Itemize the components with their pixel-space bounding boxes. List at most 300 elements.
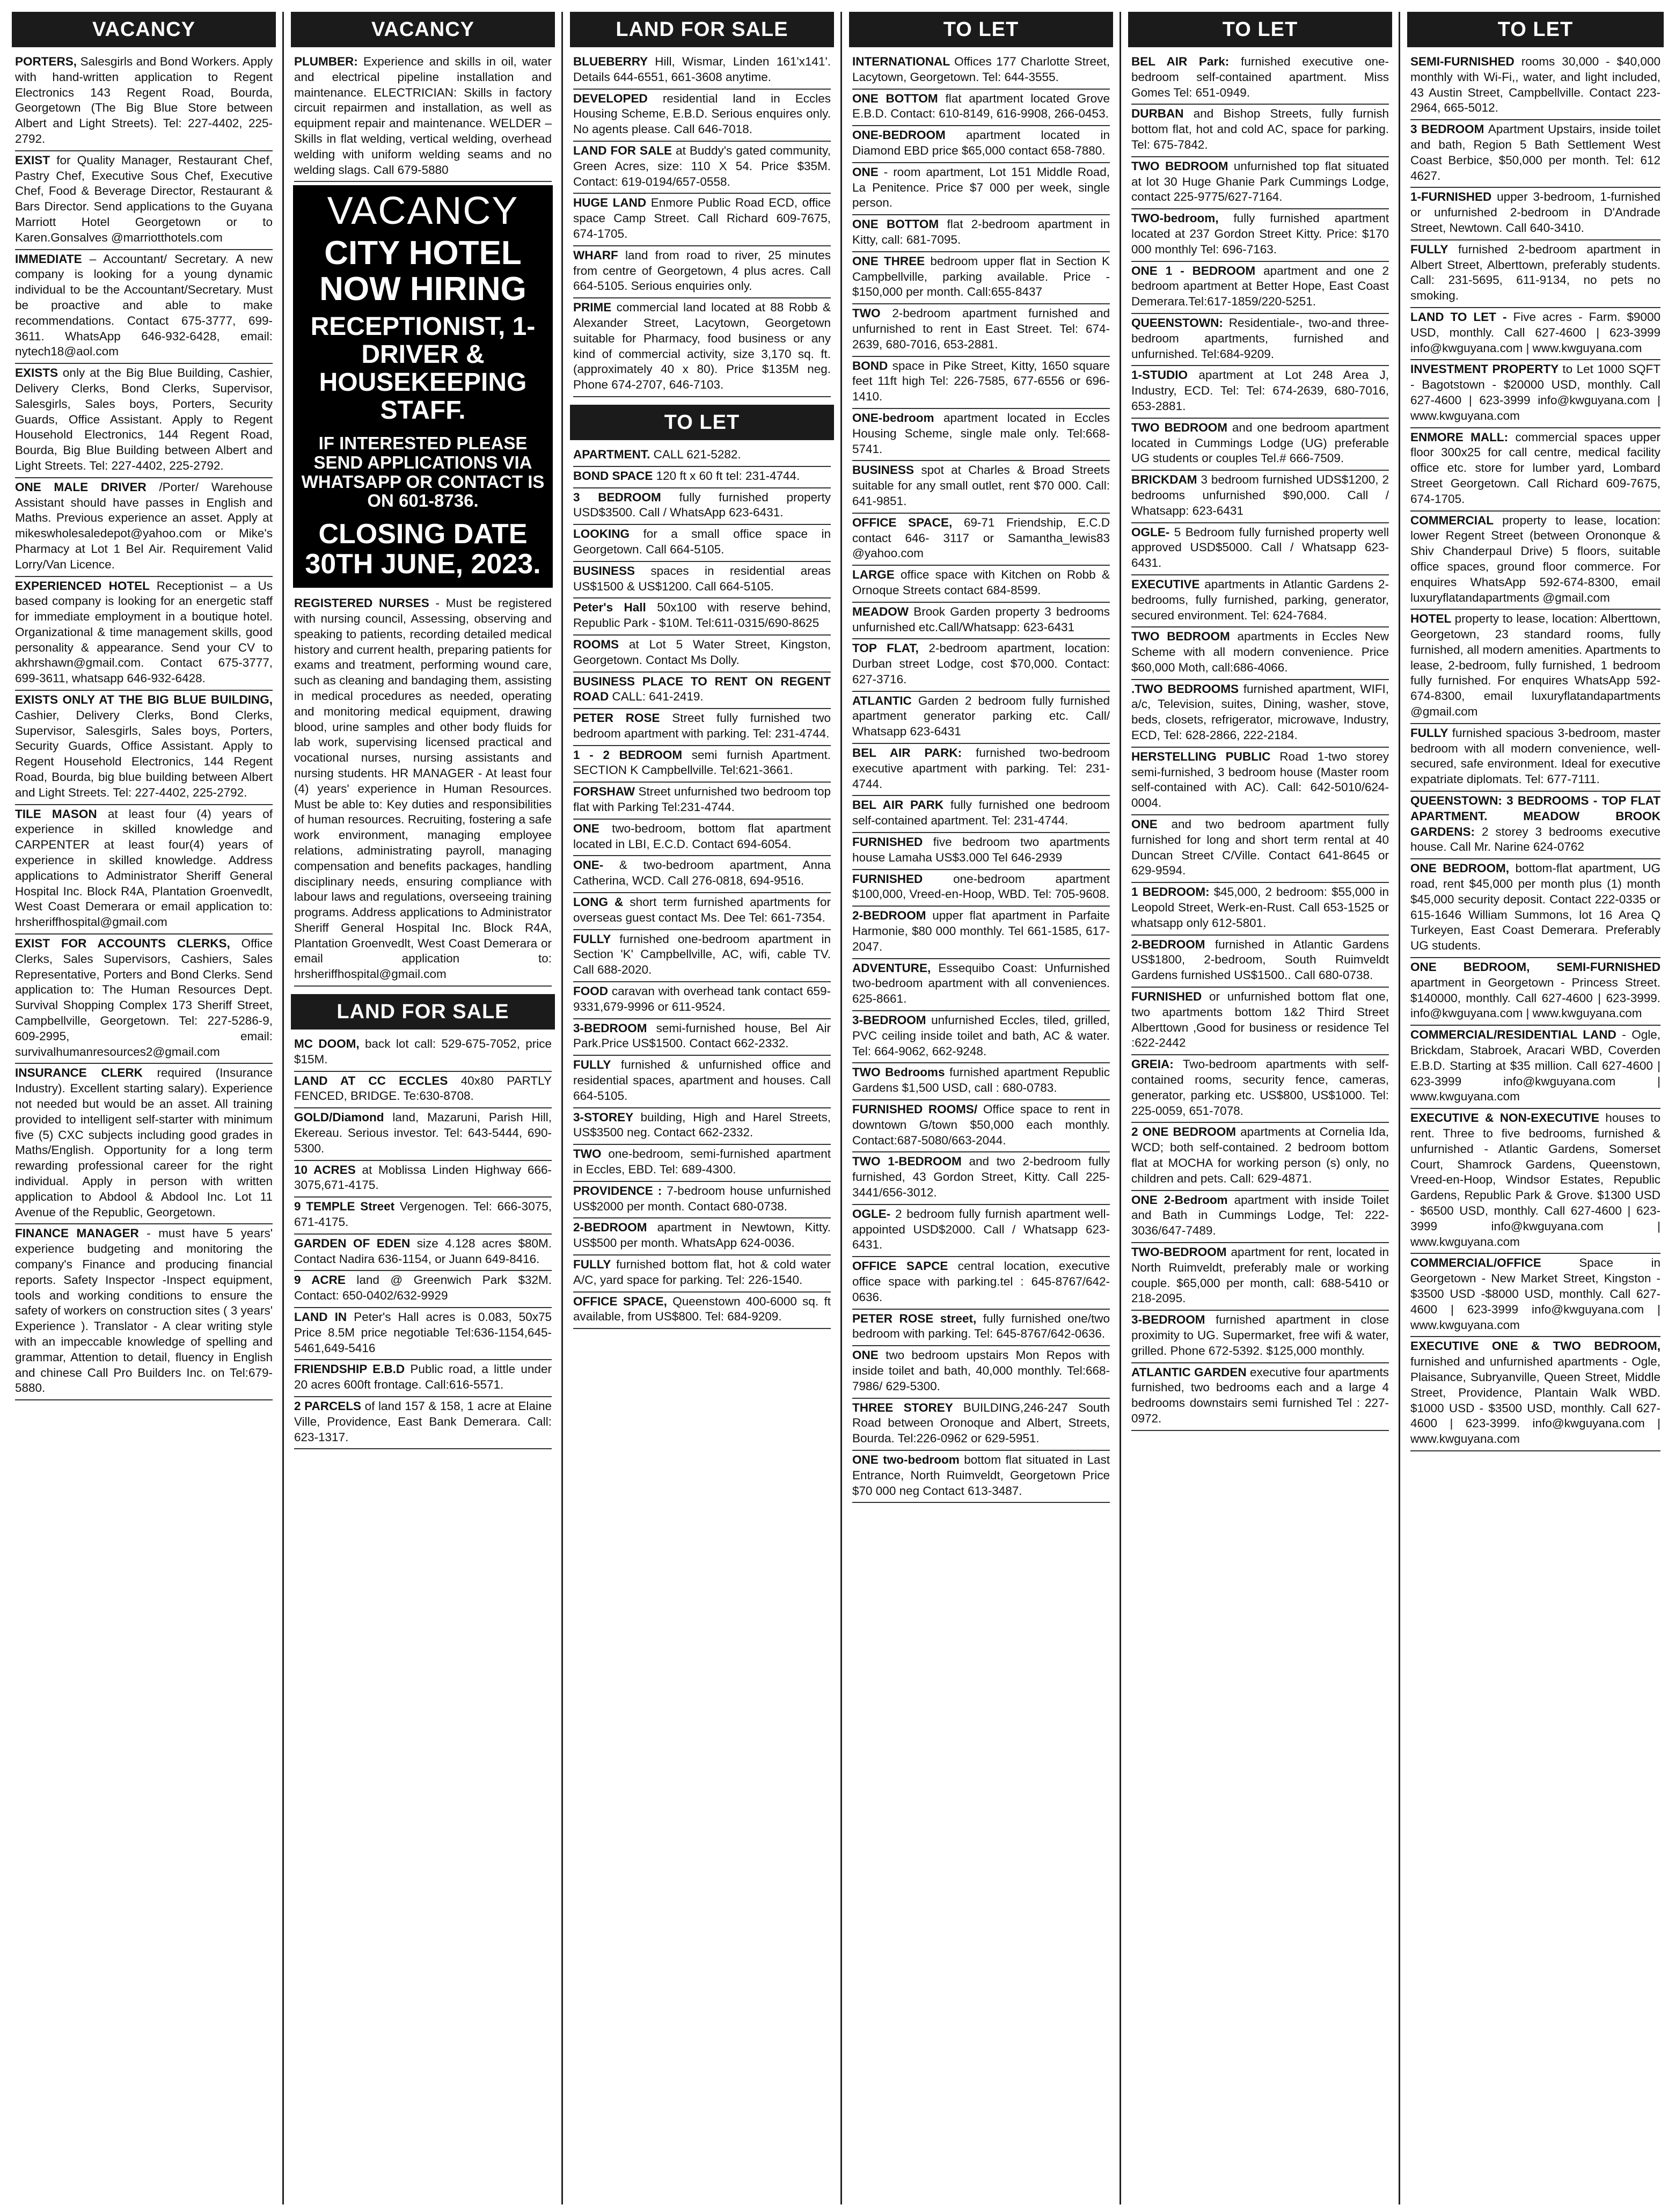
ad-keyword: INTERNATIONAL xyxy=(852,55,950,68)
classified-ad xyxy=(1410,1337,1660,1451)
ad-text: only at the Big Blue Building, Cashier, Delivery Clerks, Bond Clerks, Supervisor, Salesgirls, Sales boys, Porters, Security Guards, Office Assistant. Apply to Regent Household Electronics, 144 Regent Road, Bourda, Big Blue Building between Albert and Light Streets. Tel: 227-4402, 225-2792. xyxy=(15,366,273,472)
classified-ad xyxy=(1131,105,1389,157)
classified-ad xyxy=(852,1100,1110,1152)
ad-text: bottom-flat apartment, UG road, rent $45,000 per month plus (1) month $45,000 security deposit. Contact 222-0335 or 615-1646 William Summons, lot 16 Area Q Turkeyen, East Coast Demerara. Preferably UG students. xyxy=(1410,862,1660,953)
ad-text: 69-71 Friendship, E.C.D contact 646- 3117 or Samantha_lewis83 @yahoo.com xyxy=(852,515,1110,560)
classified-ad xyxy=(573,467,831,488)
ad-keyword: LOOKING xyxy=(573,527,630,541)
classified-ad xyxy=(1131,1311,1389,1363)
ad-keyword: ONE-BEDROOM xyxy=(852,128,946,142)
ad-text: commercial land located at 88 Robb & Alexander Street, Lacytown, Georgetown suitable for Pharmacy, food business or any kind of commercial activity, size 3,170 sq. ft. (approximately 40 x 80). Price $135M neg. Phone 674-2707, 646-7103. xyxy=(573,301,831,392)
classified-ad xyxy=(573,820,831,857)
classified-ad xyxy=(15,478,273,577)
ad-text: Five acres - Farm. $9000 USD, monthly. Call 627-4600 | 623-3999 info@kwguyana.com | www.kwguyana.com xyxy=(1410,310,1660,355)
ad-keyword: TWO xyxy=(573,1147,602,1161)
classified-ad xyxy=(294,1161,552,1198)
ad-text: Apartment Upstairs, inside toilet and bath, Region 5 Bath Settlement West Coast Berbice, $50,000 per month. Tel: 612 4627. xyxy=(1410,122,1660,182)
section-header: TO LET xyxy=(570,405,834,440)
ad-keyword: 3 BEDROOM xyxy=(1410,122,1484,136)
ad-keyword: PLUMBER: xyxy=(294,55,358,68)
classified-ad xyxy=(1410,1254,1660,1337)
ad-text: furnished apartment, WIFI, a/c, Television, suites, Dining, washer, stove, beds, closets, refrigerator, microwave, Industry, ECD, Tel: 628-2866, 222-2184. xyxy=(1131,682,1389,742)
ad-keyword: OFFICE SPACE, xyxy=(573,1294,667,1308)
ad-keyword: FULLY xyxy=(573,932,611,946)
ad-keyword: OFFICE SAPCE xyxy=(852,1259,948,1273)
ad-keyword: TWO Bedrooms xyxy=(852,1065,945,1079)
ad-text: land @ Greenwich Park $32M. Contact: 650-0402/632-9929 xyxy=(294,1273,552,1303)
ad-keyword: ONE BEDROOM, SEMI-FURNISHED xyxy=(1410,960,1660,974)
classified-ad xyxy=(1410,792,1660,859)
classified-ad xyxy=(852,357,1110,409)
ad-keyword: ONE BOTTOM xyxy=(852,91,938,105)
ad-keyword: TWO BEDROOM xyxy=(1131,630,1230,644)
classified-ad xyxy=(852,1451,1110,1503)
classified-ad xyxy=(573,562,831,599)
classified-ad xyxy=(1131,53,1389,105)
ad-keyword: OFFICE SPACE, xyxy=(852,515,953,529)
ad-text: Office Clerks, Sales Supervisors, Cashiers, Sales Representative, Porters and Bond Clerks. Send application to: The Human Resources Dept. Survival Shopping Complex 173 Sheriff Street, Campbellville, Georgetown. Tel: 227-5286-9, 609-2995, email: survivalhumanresources2@gmail.com xyxy=(15,937,273,1058)
ad-keyword: ONE xyxy=(573,821,599,835)
section-header: LAND FOR SALE xyxy=(291,994,555,1030)
section-header: VACANCY xyxy=(12,12,276,47)
ad-keyword: 3 BEDROOM xyxy=(573,490,661,504)
classified-ad xyxy=(294,1072,552,1109)
ad-keyword: INSURANCE CLERK xyxy=(15,1066,143,1080)
ad-keyword: PETER ROSE xyxy=(573,711,660,725)
ad-text: Enmore Public Road ECD, office space Camp Street. Call Richard 609-7675, 674-1705. xyxy=(573,196,831,240)
classified-ad xyxy=(573,142,831,194)
ad-text: apartment located in Diamond EBD price $65,000 contact 658-7880. xyxy=(852,128,1110,157)
ad-text: apartment and one 2 bedroom apartment at Better Hope, East Coast Demerara.Tel:617-1859/220-5251. xyxy=(1131,264,1389,309)
ad-keyword: ONE xyxy=(852,165,879,179)
ad-text: - must have 5 years' experience budgeting and monitoring the company's Finance and producing financial reports. Safety Inspector -Inspect equipment, tools and working conditions to ensure the safety of workers on construction sites ( 3 years' Experience ). Translator - A clear writing style with an impeccable knowledge of spelling and grammar, Attention to detail, fluency in English and chinese Call Pro Builders Inc. on Tel:679-5880. xyxy=(15,1227,273,1395)
ad-text: & two-bedroom apartment, Anna Catherina, WCD. Call 276-0818, 694-9516. xyxy=(573,858,831,888)
classified-ad xyxy=(852,90,1110,127)
section-header: TO LET xyxy=(849,12,1113,47)
ad-text: two bedroom upstairs Mon Repos with inside toilet and bath, 40,000 monthly. Tel:668-7986/ 629-5300. xyxy=(852,1348,1110,1393)
classified-ad xyxy=(852,215,1110,252)
ad-keyword: FULLY xyxy=(573,1058,611,1072)
classified-ad xyxy=(573,1019,831,1056)
classified-ad xyxy=(1131,262,1389,314)
display-ad-instructions: IF INTERESTED PLEASE SEND APPLICATIONS VIA WHATSAPP OR CONTACT IS ON 601-8736. xyxy=(301,433,545,511)
ad-text: furnished 2-bedroom apartment in Albert Street, Alberttown, preferably students. Call: 231-5695, 611-9134, no pets no smoking. xyxy=(1410,242,1660,303)
ad-keyword: 1-FURNISHED xyxy=(1410,190,1492,204)
ad-keyword: ENMORE MALL: xyxy=(1410,430,1509,444)
column-2 xyxy=(287,12,559,2204)
classified-ad xyxy=(294,1360,552,1397)
classified-ad xyxy=(1131,575,1389,627)
ad-keyword: FULLY xyxy=(1410,726,1448,740)
ad-text: land from road to river, 25 minutes from centre of Georgetown, 4 plus acres. Call 664-5105. Serious enquiries only. xyxy=(573,248,831,293)
ad-text: short term furnished apartments for overseas guest contact Ms. Dee Tel: 661-7354. xyxy=(573,895,831,924)
ad-keyword: TWO-BEDROOM xyxy=(1131,1245,1227,1259)
ad-text: Vergenogen. Tel: 666-3075, 671-4175. xyxy=(294,1200,552,1229)
ad-keyword: BUSINESS xyxy=(573,564,635,578)
ad-keyword: FURNISHED xyxy=(852,872,923,886)
ad-text: caravan with overhead tank contact 659-9331,679-9996 or 611-9524. xyxy=(573,984,831,1013)
classified-ad xyxy=(294,1271,552,1308)
display-ad-closing-date: CLOSING DATE 30TH JUNE, 2023. xyxy=(305,518,541,580)
ad-keyword: HOTEL xyxy=(1410,612,1451,626)
ad-text: and two 2-bedroom fully furnished, 43 Gordon Street, Kitty. Call 225- 3441/656-3012. xyxy=(852,1155,1110,1199)
classified-ad xyxy=(852,796,1110,833)
classified-ad xyxy=(573,930,831,982)
ad-keyword: BRICKDAM xyxy=(1131,473,1197,487)
ad-text: Peter's Hall acres is 0.083, 50x75 Price 8.5M price negotiable Tel:636-1154,645-5461,649-5416 xyxy=(294,1310,552,1355)
ad-keyword: TWO 1-BEDROOM xyxy=(852,1155,962,1169)
classified-ad xyxy=(15,935,273,1064)
ad-text: - Must be registered with nursing council, Assessing, observing and speaking to patients, recording detailed medical history and current health, preparing patients for exams and treatment, performing wound care, such as cleaning and bandaging them, assisting in medical procedures as needed, operating and monitoring medical equipment, drawing blood, urine samples and other body fluids for lab work, supervising licensed practical and vocational nurses, nursing assistants and nursing students. HR MANAGER - At least four (4) years' experience in Human Resources. Must be able to: Key duties and responsibilities of human resources. Recruiting, fostering a safe work environment, managing employee relations, administrating payroll, managing compensation and benefits packages, handling disciplinary needs, ensuring compliance with labour laws and regulations, overseeing training programs. Address applications to Administrator Sheriff General Hospital Inc. Block R4A, Plantation Groenvedlt, West Coast Demerara or email application to: hrsheriffhospital@gmail.com xyxy=(294,596,552,981)
ad-text: furnished in Atlantic Gardens US$1800, 2-bedroom, South Ruimveldt Gardens furnished US$1500.. Call 680-0738. xyxy=(1131,937,1389,982)
ad-keyword: HERSTELLING PUBLIC xyxy=(1131,749,1271,763)
ad-keyword: LONG & xyxy=(573,895,624,909)
ad-keyword: SEMI-FURNISHED xyxy=(1410,55,1515,68)
column-divider xyxy=(282,12,284,2204)
ad-keyword: LAND IN xyxy=(294,1310,347,1324)
column-divider xyxy=(561,12,563,2204)
classified-ad xyxy=(1131,627,1389,680)
classified-ad xyxy=(15,577,273,691)
ad-text: one-bedroom, semi-furnished apartment in Eccles, EBD. Tel: 689-4300. xyxy=(573,1147,831,1177)
classified-ad xyxy=(1131,419,1389,471)
ad-text: Public road, a little under 20 acres 600ft frontage. Call:616-5571. xyxy=(294,1362,552,1392)
classified-ad xyxy=(573,746,831,783)
classified-ad xyxy=(852,566,1110,603)
ad-text: fully furnished property USD$3500. Call / WhatsApp 623-6431. xyxy=(573,490,831,520)
classified-ad xyxy=(573,1145,831,1182)
ad-text: Salesgirls and Bond Workers. Apply with hand-written application to Regent Electronics 143 Regent Road, Bourda, Georgetown (The Big Blue Store between Albert and Light Streets). Tel: 227-4402, 225-2792. xyxy=(15,55,273,145)
ad-keyword: ONE 1 - BEDROOM xyxy=(1131,264,1256,278)
classified-ad xyxy=(852,1063,1110,1100)
ad-keyword: 2-BEDROOM xyxy=(573,1221,647,1235)
ad-text: space in Pike Street, Kitty, 1650 square feet 11ft high Tel: 226-7585, 677-6556 or 696-1410. xyxy=(852,359,1110,404)
classified-ad xyxy=(1131,988,1389,1055)
section-header: TO LET xyxy=(1407,12,1664,47)
ad-keyword: BLUEBERRY xyxy=(573,55,648,68)
ad-text: size 4.128 acres $80M. Contact Nadira 636-1154, or Juann 649-8416. xyxy=(294,1236,552,1266)
ad-text: commercial spaces upper floor 300x25 for call centre, medical facility office etc. store for lumber yard, Lombard Street Georgetown. Call Richard 609-7675, 674-1705. xyxy=(1410,430,1660,506)
ad-text: at Moblissa Linden Highway 666-3075,671-4175. xyxy=(294,1163,552,1192)
classified-ad xyxy=(15,250,273,364)
classified-ad xyxy=(852,1399,1110,1451)
column-divider xyxy=(840,12,842,2204)
classified-ad xyxy=(573,598,831,636)
ad-text: Brook Garden property 3 bedrooms unfurnished etc.Call/Whatsapp: 623-6431 xyxy=(852,604,1110,634)
ad-keyword: MC DOOM, xyxy=(294,1037,360,1051)
ad-text: 2 bedroom fully furnish apartment well-appointed USD$2000. Call / Whatsapp 623-6431. xyxy=(852,1207,1110,1252)
ad-text: furnished apartment Republic Gardens $1,500 USD, call : 680-0783. xyxy=(852,1065,1110,1095)
ad-keyword: ONE THREE xyxy=(852,254,925,268)
ad-keyword: 1 - 2 BEDROOM xyxy=(573,748,683,762)
ad-text: 2 storey 3 bedrooms executive house. Call Mr. Narine 624-0762 xyxy=(1410,824,1660,854)
ad-keyword: OGLE- xyxy=(852,1207,891,1221)
ad-keyword: APARTMENT. xyxy=(573,447,650,461)
ad-keyword: REGISTERED NURSES xyxy=(294,596,429,610)
ad-keyword: 2 PARCELS xyxy=(294,1399,361,1413)
section-header: VACANCY xyxy=(291,12,555,47)
ad-keyword: ONE BEDROOM, xyxy=(1410,862,1509,875)
ad-keyword: BUSINESS xyxy=(852,463,915,477)
ad-keyword: HUGE LAND xyxy=(573,196,647,210)
ad-text: 120 ft x 60 ft tel: 231-4744. xyxy=(656,469,800,483)
classified-ad xyxy=(1131,936,1389,988)
classified-ad xyxy=(1410,428,1660,512)
ad-text: Essequibo Coast: Unfurnished two-bedroom apartment with all conveniences. 625-8661. xyxy=(852,961,1110,1006)
ad-text: upper flat apartment in Parfaite Harmonie, $80 000 monthly. Tel 661-1585, 617-2047. xyxy=(852,909,1110,953)
ad-text: Street unfurnished two bedroom top flat with Parking Tel:231-4744. xyxy=(573,785,831,814)
ad-keyword: OGLE- xyxy=(1131,525,1170,539)
section-header: LAND FOR SALE xyxy=(570,12,834,47)
classified-ad xyxy=(294,1308,552,1360)
classified-ad xyxy=(1131,680,1389,748)
ad-keyword: TOP FLAT, xyxy=(852,641,919,655)
classified-ad xyxy=(573,1218,831,1255)
ad-text: 7-bedroom house unfurnished US$2000 per month. Contact 680-0738. xyxy=(573,1184,831,1213)
ad-keyword: PORTERS, xyxy=(15,55,77,68)
ad-text: Road 1-two storey semi-furnished, 3 bedroom house (Master room self-contained with AC). Call: 642-5010/624-0004. xyxy=(1131,749,1389,810)
ad-keyword: ONE 2-Bedroom xyxy=(1131,1193,1228,1207)
classified-ad xyxy=(573,194,831,246)
ad-text: required (Insurance Industry). Excellent starting salary). Experience not needed but would be an asset. All training provided to intelligent self-starter with minimum five (5) CXC subjects including good grades in Maths/English. Opportunity for a long term rewarding professional career for the right individual. Apply in person with written application to Abdool & Abdool Inc. Lot 11 Avenue of the Republic, Georgetown. xyxy=(15,1066,273,1219)
ad-text: bottom flat situated in Last Entrance, North Ruimveldt, Georgetown Price $70 000 neg Contact 613-3487. xyxy=(852,1452,1110,1498)
ad-keyword: FOOD xyxy=(573,984,608,998)
ad-keyword: ATLANTIC xyxy=(852,693,912,707)
classified-ad xyxy=(1410,120,1660,188)
classified-ad xyxy=(573,90,831,142)
ad-keyword: PETER ROSE street, xyxy=(852,1311,977,1325)
ad-text: furnished spacious 3-bedroom, master bedroom with all modern convenience, well-secured, safe environment. Ideal for executive expatriate diplomats. Tel: 677-7111. xyxy=(1410,726,1660,786)
ad-text: to Let 1000 SQFT - Bagotstown - $20000 USD, monthly. Call 627-4600 | 623-3999 info@kwguyana.com | www.kwguyana.com xyxy=(1410,362,1660,422)
ad-text: and one bedroom apartment located in Cummings Lodge (UG) preferable UG students or couples Tel.# 666-7509. xyxy=(1131,420,1389,465)
classified-ad xyxy=(15,805,273,935)
ad-text: back lot call: 529-675-7052, price $15M. xyxy=(294,1037,552,1066)
classified-ad xyxy=(852,833,1110,870)
classified-ad xyxy=(852,163,1110,215)
ad-text: – Accountant/ Secretary. A new company is looking for a young dynamic individual to be the Accountant/Secretary. Must be proactive and able to make recommendations. Contact 675-3777, 699-3611. WhatsApp 646-932-6428, email: nytech18@aol.com xyxy=(15,252,273,359)
ad-keyword: IMMEDIATE xyxy=(15,252,82,266)
classified-ad xyxy=(852,1205,1110,1257)
ad-keyword: LAND AT CC ECCLES xyxy=(294,1074,448,1087)
classified-ad xyxy=(15,1224,273,1400)
ad-text: furnished apartment in close proximity to UG. Supermarket, free wifi & water, grilled. Phone 672-5392. $125,000 monthly. xyxy=(1131,1313,1389,1357)
ad-keyword: TWO-bedroom, xyxy=(1131,211,1219,225)
ad-keyword: EXIST FOR ACCOUNTS CLERKS, xyxy=(15,937,230,951)
classified-ad xyxy=(573,982,831,1019)
ad-keyword: MEADOW xyxy=(852,604,909,618)
ad-keyword: PROVIDENCE : xyxy=(573,1184,662,1198)
ad-text: one-bedroom apartment $100,000, Vreed-en-Hoop, WBD. Tel: 705-9608. xyxy=(852,872,1110,901)
ad-text: property to lease, location: lower Regent Street (between Orononque & Shiv Chanderpaul Drive) 5 floors, suitable office spaces, ground floor commerce. For enquires WhatsApp 592-674-8300, email luxuryflatandapartments @gmail.com xyxy=(1410,513,1660,604)
classified-ad xyxy=(15,691,273,805)
classified-ad xyxy=(852,461,1110,513)
classified-ad xyxy=(1410,1026,1660,1109)
ad-text: Garden 2 bedroom fully furnished apartment generator parking etc. Call/ Whatsapp 623-6431 xyxy=(852,693,1110,739)
classified-ad xyxy=(852,304,1110,356)
ad-text: for a small office space in Georgetown. Call 664-5105. xyxy=(573,527,831,556)
ad-text: five bedroom two apartments house Lamaha US$3.000 Tel 646-2939 xyxy=(852,835,1110,864)
ad-text: fully furnished apartment located at 237 Gordon Street Kitty. Price: $170 000 monthly Tel: 696-7163. xyxy=(1131,211,1389,256)
ad-keyword: LAND FOR SALE xyxy=(573,143,672,157)
classified-ad xyxy=(294,1108,552,1160)
classified-ad xyxy=(573,1255,831,1293)
ad-keyword: PRIME xyxy=(573,301,612,315)
classified-ad xyxy=(573,446,831,467)
ad-text: furnished two-bedroom executive apartment with parking. Tel: 231-4744. xyxy=(852,746,1110,791)
ad-keyword: ONE xyxy=(852,1348,879,1362)
ad-keyword: ADVENTURE, xyxy=(852,961,931,975)
classified-ad xyxy=(1410,610,1660,724)
ad-text: $45,000, 2 bedroom: $55,000 in Leopold Street, Werk-en-Rust. Call 653-1525 or whatsapp only 612-5801. xyxy=(1131,885,1389,930)
ad-keyword: TWO BEDROOM xyxy=(1131,159,1228,173)
display-ad-city-hotel xyxy=(293,185,553,588)
ad-text: - room apartment, Lot 151 Middle Road, La Penitence. Price $7 000 per week, single person. xyxy=(852,165,1110,210)
ad-keyword: BOND xyxy=(852,359,888,373)
ad-text: of land 157 & 158, 1 acre at Elaine Ville, Providence, East Bank Demerara. Call: 623-1317. xyxy=(294,1399,552,1444)
classified-ad xyxy=(1131,157,1389,209)
classified-ad xyxy=(1410,724,1660,792)
ad-text: flat 2-bedroom apartment in Kitty, call: 681-7095. xyxy=(852,217,1110,246)
classified-ad xyxy=(573,298,831,397)
ad-keyword: Peter's Hall xyxy=(573,601,646,615)
classified-ad xyxy=(1131,883,1389,935)
classified-ad xyxy=(1131,1123,1389,1191)
classified-ad xyxy=(1410,240,1660,308)
ad-text: Residentiale-, two-and three-bedroom apartments, furnished and unfurnished. Tel:684-9209. xyxy=(1131,316,1389,361)
ad-text: unfurnished Eccles, tiled, grilled, PVC ceiling inside toilet and bath, AC & water. Tel: 664-9062, 662-9248. xyxy=(852,1013,1110,1058)
ad-text: Queenstown 400-6000 sq. ft available, from US$800. Tel: 684-9209. xyxy=(573,1294,831,1324)
classified-ad xyxy=(852,603,1110,640)
ad-keyword: FULLY xyxy=(573,1258,611,1271)
classified-ad xyxy=(852,53,1110,90)
ad-text: 5 Bedroom fully furnished property well approved USD$5000. Call / Whatsapp 623-6431. xyxy=(1131,525,1389,570)
ad-text: semi furnish Apartment. SECTION K Campbellville. Tel:621-3661. xyxy=(573,748,831,777)
ad-keyword: QUEENSTOWN: xyxy=(1131,316,1223,330)
ad-keyword: 2-BEDROOM xyxy=(1131,937,1205,951)
ad-keyword: BEL AIR PARK xyxy=(852,798,944,812)
ad-keyword: 10 ACRES xyxy=(294,1163,356,1177)
ad-keyword: EXIST xyxy=(15,153,50,167)
ad-text: BUILDING,246-247 South Road between Oronoque and Albert, Streets, Bourda. Tel:226-0962 or 629-5951. xyxy=(852,1400,1110,1446)
ad-text: building, High and Harel Streets, US$3500 neg. Contact 662-2332. xyxy=(573,1110,831,1140)
ad-text: and two bedroom apartment fully furnished for long and short term rental at 40 Duncan Street C/Ville. Contact 641-8645 or 629-9594. xyxy=(1131,817,1389,878)
classified-ad xyxy=(1131,209,1389,261)
ad-keyword: EXECUTIVE xyxy=(1131,577,1200,591)
ad-keyword: .TWO BEDROOMS xyxy=(1131,682,1239,696)
ad-text: Space in Georgetown - New Market Street, Kingston - $3500 USD -$8000 USD, monthly. Call 627-4600 | 623-3999 info@kwguyana.com | www.kwguyana.com xyxy=(1410,1256,1660,1332)
ad-keyword: ONE MALE DRIVER xyxy=(15,480,147,494)
column-1 xyxy=(8,12,280,2204)
classified-ad xyxy=(852,1346,1110,1398)
ad-text: rooms 30,000 - $40,000 monthly with Wi-Fi,, water, and light included, 43 Austin Street, Campbellville. Contact 223-2964, 665-5012. xyxy=(1410,55,1660,115)
classified-ad xyxy=(15,53,273,151)
ad-keyword: BUSINESS PLACE TO RENT ON REGENT ROAD xyxy=(573,674,831,704)
ad-keyword: WHARF xyxy=(573,248,618,262)
ad-keyword: ONE two-bedroom xyxy=(852,1452,960,1466)
ad-keyword: LAND TO LET - xyxy=(1410,310,1507,324)
ad-keyword: FURNISHED xyxy=(852,835,923,849)
classified-ad xyxy=(573,709,831,746)
ad-keyword: 9 TEMPLE Street xyxy=(294,1200,395,1214)
ad-text: apartment with inside Toilet and Bath in Cummings Lodge, Tel: 222-3036/647-7489. xyxy=(1131,1193,1389,1238)
classified-ad xyxy=(1131,314,1389,366)
classified-ad xyxy=(1410,188,1660,240)
ad-keyword: TILE MASON xyxy=(15,807,97,821)
ad-keyword: 2 ONE BEDROOM xyxy=(1131,1125,1236,1139)
column-divider xyxy=(1399,12,1400,2204)
classified-ad xyxy=(852,907,1110,959)
classified-ad xyxy=(852,409,1110,461)
ad-keyword: FRIENDSHIP E.B.D xyxy=(294,1362,405,1376)
ad-text: Two-bedroom apartments with self-contained rooms, security fence, cameras, generator, parking etc. US$800, US$1000. Tel: 225-0059, 651-7078. xyxy=(1131,1057,1389,1118)
ad-keyword: GARDEN OF EDEN xyxy=(294,1236,411,1250)
ad-keyword: EXECUTIVE & NON-EXECUTIVE xyxy=(1410,1111,1599,1125)
ad-keyword: LARGE xyxy=(852,568,895,582)
classified-ad xyxy=(1410,53,1660,120)
classified-ad xyxy=(852,1310,1110,1347)
ad-text: 50x100 with reserve behind, Republic Park - $10M. Tel:611-0315/690-8625 xyxy=(573,601,831,630)
classified-ad xyxy=(294,594,552,987)
ad-text: apartments at Cornelia Ida, WCD; both self-contained. 2 bedroom bottom flat at MOCHA for working person (s) only, no children and pets. Call: 629-4871. xyxy=(1131,1125,1389,1185)
classified-ad xyxy=(852,870,1110,907)
classified-ad xyxy=(1410,1109,1660,1254)
ad-keyword: QUEENSTOWN: 3 BEDROOMS - TOP FLAT APARTMENT. MEADOW BROOK GARDENS: xyxy=(1410,794,1660,838)
ad-text: Street fully furnished two bedroom apartment with parking. Tel: 231-4744. xyxy=(573,711,831,740)
ad-text: upper 3-bedroom, 1-furnished or unfurnished 2-bedroom in D'Andrade Street, Newtown. Call 640-3410. xyxy=(1410,190,1660,235)
column-3 xyxy=(566,12,838,2204)
ad-keyword: INVESTMENT PROPERTY xyxy=(1410,362,1559,376)
ad-text: at Lot 5 Water Street, Kingston, Georgetown. Contact Ms Dolly. xyxy=(573,637,831,667)
classified-ad xyxy=(852,639,1110,691)
classified-ad xyxy=(294,53,552,182)
classified-ad xyxy=(1131,1363,1389,1431)
classified-ad xyxy=(1410,512,1660,610)
ad-text: Offices 177 Charlotte Street, Lacytown, Georgetown. Tel: 644-3555. xyxy=(852,55,1110,84)
classified-ad xyxy=(852,1011,1110,1063)
ad-keyword: ONE- xyxy=(573,858,604,872)
ad-keyword: EXECUTIVE ONE & TWO BEDROOM, xyxy=(1410,1339,1660,1353)
ad-text: furnished bottom flat, hot & cold water A/C, yard space for parking. Tel: 226-1540. xyxy=(573,1258,831,1287)
classified-ad xyxy=(1131,523,1389,575)
ad-text: Cashier, Delivery Clerks, Bond Clerks, Supervisor, Salesgirls, Sales boys, Porters, Security Guards, Office Assistant. Apply to Regent Household Electronics, 144 Regent Road, Bourda, big blue building between Albert and Light Streets. Tel: 227-4402, 225-2792. xyxy=(15,708,273,799)
ad-text: apartment in Newtown, Kitty. US$500 per month. WhatsApp 624-0036. xyxy=(573,1221,831,1250)
ad-text: apartment for rent, located in North Ruimveldt, preferably male or working couple. $65,000 per month, call: 688-5410 or 218-2095. xyxy=(1131,1245,1389,1305)
classified-ad xyxy=(852,252,1110,304)
classified-ad xyxy=(852,126,1110,163)
ad-keyword: ATLANTIC GARDEN xyxy=(1131,1365,1247,1379)
ad-text: Receptionist – a Us based company is looking for an energetic staff for immediate employment in a boutique hotel. Organizational & time management skills, good personality & appearance. Send your CV to akhrshawn@gmail.com. Contact 675-3777, 699-3611, whatsapp 646-932-6428. xyxy=(15,579,273,685)
ad-text: furnished and unfurnished apartments - Ogle, Plaisance, Subryanville, Queen Street, Middle Street, Providence, Plantain Walk WBD. $1000 USD - $3500 USD, monthly. Call 627-4600 | 623-3999. info@kwguyana.com | www.kwguyana.com xyxy=(1410,1355,1660,1446)
classified-ad xyxy=(852,514,1110,566)
ad-keyword: COMMERCIAL/OFFICE xyxy=(1410,1256,1541,1270)
ad-keyword: 3-BEDROOM xyxy=(573,1021,647,1035)
ad-text: Office space to rent in downtown G/town $50,000 each monthly. Contact:687-5080/663-2044. xyxy=(852,1103,1110,1147)
ad-keyword: 3-BEDROOM xyxy=(852,1013,926,1027)
ad-keyword: BEL AIR Park: xyxy=(1131,55,1230,68)
classified-ad xyxy=(573,673,831,710)
ad-text: 2-bedroom apartment, location: Durban street Lodge, cost $70,000. Contact: 627-3716. xyxy=(852,641,1110,686)
ad-text: apartment in Georgetown - Princess Street. $140000, monthly. Call 627-4600 | 623-3999. info@kwguyana.com | www.kwguyana.com xyxy=(1410,975,1660,1020)
classified-ad xyxy=(1131,471,1389,523)
ad-keyword: COMMERCIAL/RESIDENTIAL LAND xyxy=(1410,1028,1616,1042)
ad-keyword: ONE BOTTOM xyxy=(852,217,939,231)
ad-text: at least four (4) years of experience in skilled knowledge and CARPENTER at least four(4) years of experience in skilled knowledge. Address applications to Administrator Sheriff General Hospital Inc. Block R4A, Plantation Groenvedlt, West Coast Demerara or email application to: hrsheriffhospital@gmail.com xyxy=(15,807,273,929)
ad-text: furnished executive one-bedroom self-contained apartment. Miss Gomes Tel: 651-0949. xyxy=(1131,55,1389,99)
ad-keyword: FULLY xyxy=(1410,242,1448,256)
ad-text: executive four apartments furnished, two bedrooms each and a large 4 bedrooms downstairs semi furnished Tel : 227-0972. xyxy=(1131,1365,1389,1425)
classified-ad xyxy=(1131,1055,1389,1123)
classified-ad xyxy=(852,959,1110,1011)
